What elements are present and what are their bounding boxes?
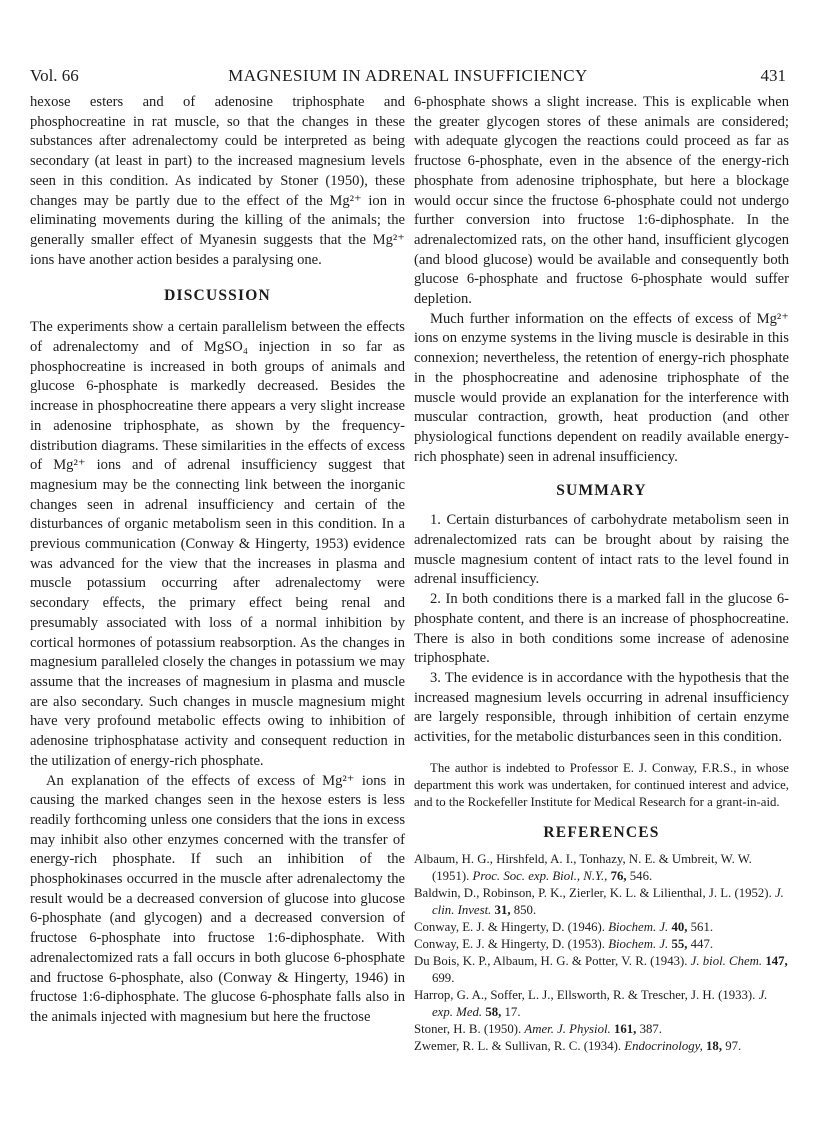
reference-pages: 17.	[504, 1005, 521, 1020]
reference-pages: 387.	[639, 1022, 662, 1037]
reference-volume: 161,	[613, 1022, 637, 1037]
reference-authors: Stoner, H. B. (1950).	[414, 1022, 522, 1037]
discussion-paragraph-2: An explanation of the effects of excess of Mg²⁺ ions in causing the marked changes seen in the hexose esters is less readily forthcoming unless one considers that the ions in excess may inhibit also other enzymes concerned with the transfer of energy-rich phosphate. If such an inhibition of the phosphokinases occurred in the muscle after adrenalectomy the result would be a decreased conversion of glucose into glucose 6-phosphate (and glycogen) and a decreased conversion of fructose 6-phosphate into fructose 1:6-diphosphate. With adrenalectomized rats a fall occurs in both glucose 6-phosphate and fructose 6-phosphate, also (Conway & Hingerty, 1946) in fructose 1:6-diphosphate. The glucose 6-phosphate falls also in the animals injected with magnesium but here the fructose	[30, 772, 405, 1025]
reference-volume: 58,	[485, 1005, 502, 1020]
reference-volume: 40,	[671, 920, 688, 935]
summary-heading: SUMMARY	[556, 482, 647, 500]
reference-list	[414, 851, 789, 1055]
discussion-paragraph-3: Much further information on the effects of excess of Mg²⁺ ions on enzyme systems in the living muscle is desirable in this connexion; nevertheless, the retention of energy-rich phosphate in the phosphocreatine and adenosine triphosphate of the muscle would provide an explanation for the interference with muscular contraction, growth, heat production (and other physiological functions dependent on readily available energy-rich phosphate) seen in adrenal insufficiency.	[414, 310, 789, 465]
right-column	[414, 93, 789, 1055]
reference-volume: 31,	[494, 903, 511, 918]
reference-journal: J. exp. Med.	[432, 988, 768, 1020]
reference-volume: 147,	[765, 954, 788, 969]
acknowledgement: The author is indebted to Professor E. J. Conway, F.R.S., in whose department this work was undertaken, for continued interest and advice, and to the Rockefeller Institute for Medical Research for a grant-in-aid.	[414, 760, 789, 810]
reference-pages: 561.	[690, 920, 714, 935]
reference-journal: Biochem. J.	[608, 920, 669, 935]
reference-authors: Conway, E. J. & Hingerty, D. (1946).	[414, 920, 605, 935]
reference-journal: Amer. J. Physiol.	[524, 1022, 611, 1037]
reference-journal: J. clin. Invest.	[432, 886, 784, 918]
reference-pages: 447.	[690, 937, 714, 952]
summary-item: 1. Certain disturbances of carbohydrate metabolism seen in adrenalectomized rats can be brought about by raising the muscle magnesium content of intact rats to the level found in adrenal insufficiency.	[414, 512, 789, 588]
reference-authors: Harrop, G. A., Soffer, L. J., Ellsworth, R. & Trescher, J. H. (1933).	[414, 988, 756, 1003]
page-number: 431	[760, 66, 786, 85]
discussion-heading: DISCUSSION	[164, 287, 271, 305]
summary-item: 2. In both conditions there is a marked fall in the glucose 6-phosphate content, and there is an increase of phosphocreatine. There is also in both conditions some increase of adenosine triphosphate.	[414, 591, 789, 667]
reference-journal: Endocrinology,	[624, 1039, 703, 1054]
reference-item	[414, 919, 789, 936]
volume-label: Vol. 66	[30, 66, 79, 85]
reference-volume: 55,	[671, 937, 688, 952]
continued-paragraph: 6-phosphate shows a slight increase. This is explicable when the greater glycogen stores of these animals are considered; with adequate glycogen the reactions could proceed as far as fructose 6-phosphate, even in the absence of the energy-rich phosphate from adenosine triphosphate, but here a blockage would occur since the fructose 6-phosphate could not undergo further conversion into fructose 1:6-diphosphate. In the adrenalectomized rats, on the other hand, insufficient glycogen (and blood glucose) would be available and consequently both glucose 6-phosphate and fructose 6-phosphate would suffer depletion.	[414, 94, 789, 308]
reference-pages: 97.	[725, 1039, 742, 1054]
reference-authors: Du Bois, K. P., Albaum, H. G. & Potter, V. R. (1943).	[414, 954, 688, 969]
reference-item	[414, 987, 789, 1021]
running-header	[30, 66, 786, 90]
reference-authors: Albaum, H. G., Hirshfeld, A. I., Tonhazy, N. E. & Umbreit, W. W. (1951).	[414, 852, 752, 884]
reference-pages: 699.	[432, 971, 455, 986]
reference-item	[414, 936, 789, 953]
reference-item	[414, 1021, 789, 1038]
reference-item	[414, 885, 789, 919]
reference-authors: Conway, E. J. & Hingerty, D. (1953).	[414, 937, 605, 952]
reference-pages: 546.	[629, 869, 653, 884]
reference-authors: Baldwin, D., Robinson, P. K., Zierler, K. L. & Lilienthal, J. L. (1952).	[414, 886, 772, 901]
reference-journal: Proc. Soc. exp. Biol., N.Y.,	[472, 869, 608, 884]
reference-item	[414, 851, 789, 885]
reference-journal: Biochem. J.	[608, 937, 669, 952]
running-title: MAGNESIUM IN ADRENAL INSUFFICIENCY	[228, 66, 588, 85]
references-heading: REFERENCES	[543, 824, 660, 842]
continued-paragraph: hexose esters and of adenosine triphosphate and phosphocreatine in rat muscle, so that the changes in these substances after adrenalectomy could be interpreted as being secondary (at least in part) to the increased magnesium levels seen in this condition. As indicated by Stoner (1950), these changes may be partly due to the effect of the Mg²⁺ ion in eliminating movements during the killing of the animals; the generally smaller effect of Myanesin suggests that the Mg²⁺ ions have another action besides a paralysing one.	[30, 94, 405, 268]
reference-volume: 76,	[610, 869, 627, 884]
reference-item	[414, 1038, 789, 1055]
reference-journal: J. biol. Chem.	[690, 954, 763, 969]
left-column	[30, 93, 405, 1028]
reference-item	[414, 953, 789, 987]
reference-volume: 18,	[706, 1039, 723, 1054]
discussion-paragraph-1: The experiments show a certain parallelism between the effects of adrenalectomy and of MgSO₄ injection in so far as phosphocreatine is increased in both groups of animals and glucose 6-phosphate is markedly decreased. Besides the increase in phosphocreatine there appears a very slight increase in adenosine triphosphate, as shown by the frequency-distribution diagrams. These similarities in the effects of excess of Mg²⁺ ions and of adrenal insufficiency suggest that magnesium may be the connecting link between the inorganic changes seen in adrenal insufficiency and certain of the disturbances of organic metabolism seen in this condition. In a previous communication (Conway & Hingerty, 1953) evidence was advanced for the view that the increases in plasma and muscle potassium occurring after adrenalectomy were secondary effects, the primary effect being renal and presumably associated with loss of a normal inhibition by cortical hormones of potassium reabsorption. As the changes in magnesium paralleled closely the changes in potassium we may assume that the increases of magnesium in plasma and muscle are also secondary. Such changes in muscle magnesium might have very profound metabolic effects owing to inhibition of adenosine triphosphatase activity and consequent reduction in the utilization of energy-rich phosphate.	[30, 319, 405, 769]
reference-authors: Zwemer, R. L. & Sullivan, R. C. (1934).	[414, 1039, 622, 1054]
summary-item: 3. The evidence is in accordance with the hypothesis that the increased magnesium levels occurring in adrenal insufficiency are largely responsible, through inhibition of certain enzyme activities, for the metabolic disturbances seen in this condition.	[414, 669, 789, 746]
reference-pages: 850.	[513, 903, 537, 918]
